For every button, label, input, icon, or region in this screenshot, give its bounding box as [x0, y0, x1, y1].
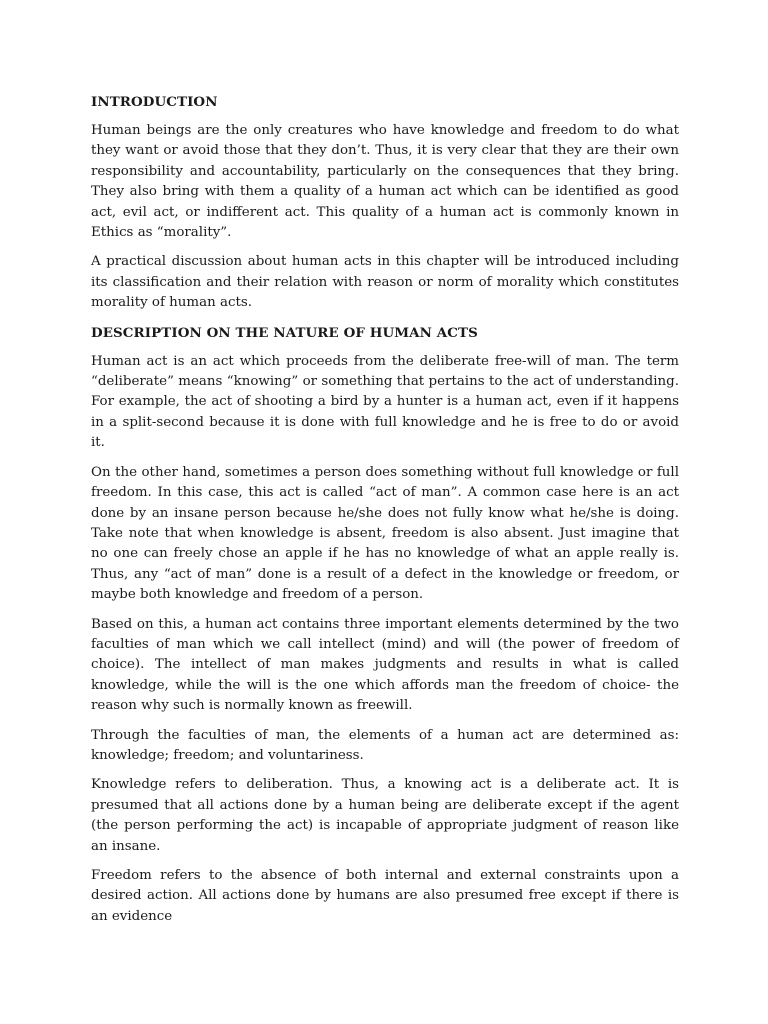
paragraph: Freedom refers to the absence of both internal and external constraints upon a desired action. All actions done by humans are also presumed free except if there is an evidence [91, 868, 679, 924]
paragraph: Human act is an act which proceeds from the deliberate free-will of man. The term “deliberate” means “knowing” or something that pertains to the act of understanding. For example, the act of shooting a bird by a hunter is a human act, even if it happens in a split-second because it is done with full knowledge and he is free to do or avoid it. [91, 353, 679, 451]
paragraph: On the other hand, sometimes a person does something without full knowledge or full freedom. In this case, this act is called “act of man”. A common case here is an act done by an insane person because he/she does not fully know what he/she is doing. Take note that when knowledge is absent, freedom is also absent. Just imagine that no one can freely chose an apple if he has no knowledge of what an apple really is. Thus, any “act of man” done is a result of a defect in the knowledge or freedom, or maybe both knowledge and freedom of a person. [91, 464, 679, 603]
paragraph: A practical discussion about human acts in this chapter will be introduced including its classification and their relation with reason or norm of morality which constitutes morality of human acts. [91, 254, 679, 311]
paragraph: Knowledge refers to deliberation. Thus, a knowing act is a deliberate act. It is presumed that all actions done by a human being are deliberate except if the agent (the person performing the act) is incapable of appropriate judgment of reason like an insane. [91, 777, 679, 854]
section-heading-nature-of-human-acts: DESCRIPTION ON THE NATURE OF HUMAN ACTS [91, 324, 478, 341]
section-heading-introduction: INTRODUCTION [91, 94, 218, 110]
document-body [91, 92, 679, 936]
paragraph: Based on this, a human act contains three important elements determined by the two faculties of man which we call intellect (mind) and will (the power of freedom of choice). The intellect of man makes judgments and results in what is called knowledge, while the will is the one which affords man the freedom of choice- the reason why such is normally known as freewill. [91, 616, 679, 714]
paragraph: Through the faculties of man, the elements of a human act are determined as: knowledge; freedom; and voluntariness. [91, 727, 679, 763]
paragraph: Human beings are the only creatures who have knowledge and freedom to do what they want or avoid those that they don’t. Thus, it is very clear that they are their own responsibility and accountability, particularly on the consequences that they bring. They also bring with them a quality of a human act which can be identified as good act, evil act, or indifferent act. This quality of a human act is commonly known in Ethics as “morality”. [91, 123, 679, 241]
